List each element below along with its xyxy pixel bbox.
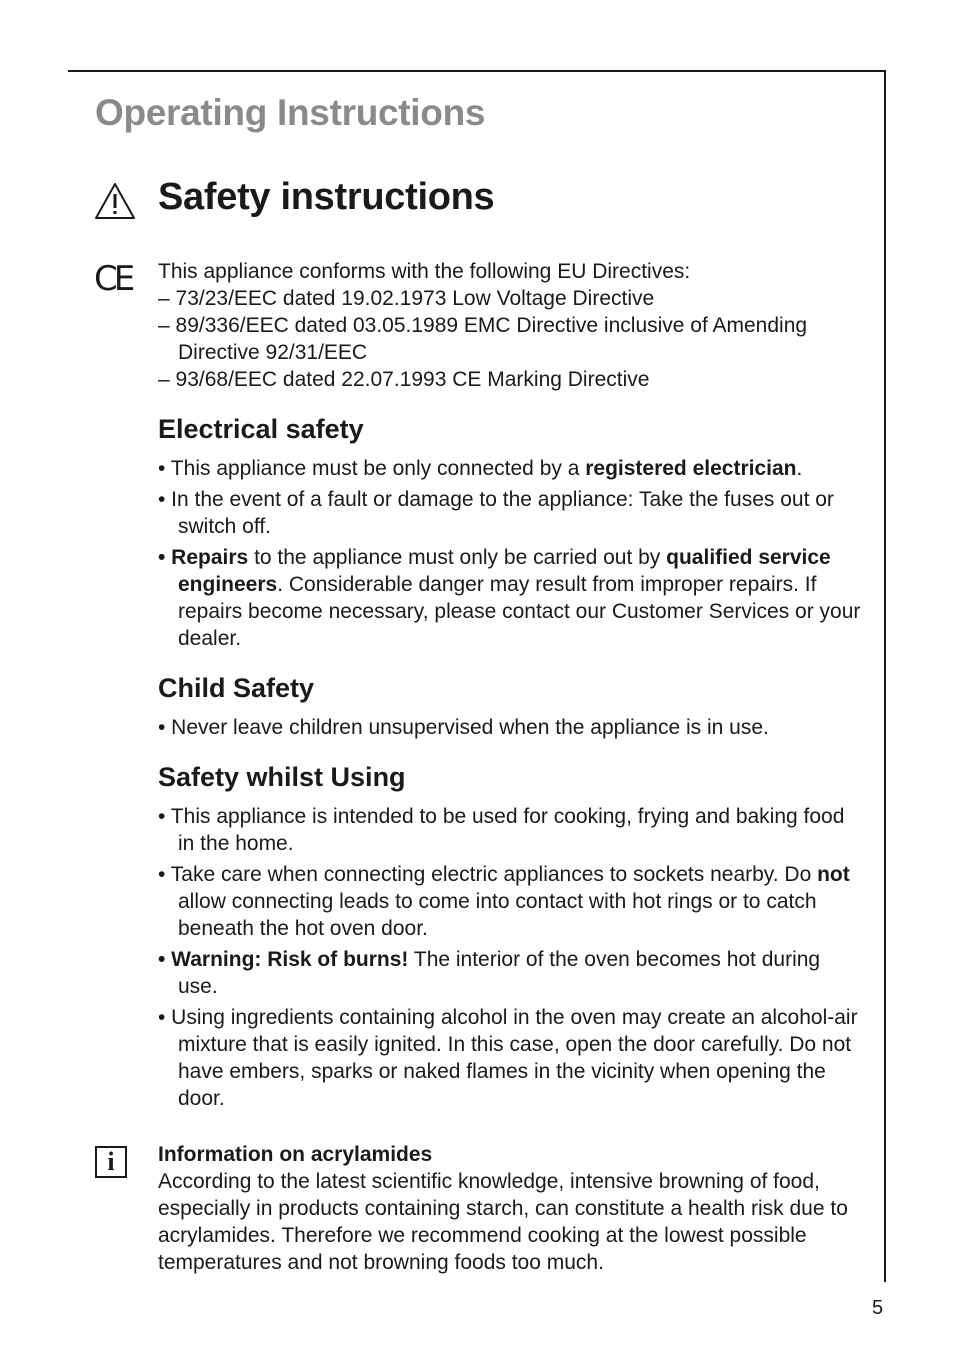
list-item: • This appliance is intended to be used for cooking, frying and baking food in the home. — [158, 805, 845, 855]
safety-whilst-using-heading: Safety whilst Using — [158, 762, 406, 792]
right-rule — [884, 70, 886, 1282]
info-title: Information on acrylamides — [158, 1143, 433, 1166]
bold-text: • Warning: Risk of burns! — [158, 948, 409, 971]
directive-list — [158, 285, 863, 393]
directive-item: – 89/336/EEC dated 03.05.1989 EMC Directive inclusive of Amending Directive 92/31/EEC — [158, 314, 808, 364]
page-number: 5 — [872, 1297, 884, 1319]
conformity-intro: This appliance conforms with the following EU Directives: — [158, 260, 691, 283]
list-item — [158, 455, 863, 482]
text: The interior of the oven becomes hot during use. — [178, 948, 821, 998]
ce-mark-icon: CE — [94, 259, 132, 299]
bold-text: registered electrician — [585, 457, 797, 480]
child-safety-heading: Child Safety — [158, 673, 315, 703]
text: • Take care when connecting electric appliances to sockets nearby. Do — [158, 863, 818, 886]
electrical-safety-heading: Electrical safety — [158, 414, 364, 444]
bold-text: qualified service engineers — [178, 546, 831, 596]
warning-triangle-icon — [94, 182, 136, 220]
text: • This appliance must be only connected by a — [158, 457, 586, 480]
list-item — [158, 861, 863, 942]
safety-whilst-using-list — [158, 803, 863, 1112]
electrical-safety-list — [158, 455, 863, 652]
bold-text: not — [817, 863, 850, 886]
text: allow connecting leads to come into contact with hot rings or to catch beneath the hot oven door. — [178, 890, 817, 940]
top-rule — [68, 70, 886, 72]
acrylamide-info — [158, 1141, 863, 1276]
list-item — [158, 946, 863, 1000]
page-title: Safety instructions — [158, 176, 495, 218]
info-text: According to the latest scientific knowledge, intensive browning of food, especially in products containing starch, can constitute a health risk due to acrylamides. Therefore we recommend cooking at the lowest possible temperatures and not browning foods too much. — [158, 1170, 848, 1274]
directive-item: – 73/23/EEC dated 19.02.1973 Low Voltage Directive — [158, 287, 655, 310]
bold-text: • Repairs — [158, 546, 249, 569]
text: . — [796, 457, 803, 480]
main-content — [158, 258, 863, 1116]
list-item: • In the event of a fault or damage to the appliance: Take the fuses out or switch off. — [158, 488, 834, 538]
list-item — [158, 544, 863, 652]
list-item: • Using ingredients containing alcohol in the oven may create an alcohol-air mixture that is easily ignited. In this case, open the door carefully. Do not have embers, sparks or naked flames in the vicinity when opening the door. — [158, 1006, 858, 1110]
child-safety-list — [158, 714, 863, 741]
list-item: • Never leave children unsupervised when the appliance is in use. — [158, 716, 769, 739]
directive-item: – 93/68/EEC dated 22.07.1993 CE Marking Directive — [158, 368, 650, 391]
info-icon: i — [95, 1146, 127, 1178]
section-title: Operating Instructions — [95, 92, 486, 133]
text: to the appliance must only be carried out by — [248, 546, 667, 569]
text: . Considerable danger may result from improper repairs. If repairs become necessary, please contact our Customer Services or your dealer. — [178, 573, 861, 650]
